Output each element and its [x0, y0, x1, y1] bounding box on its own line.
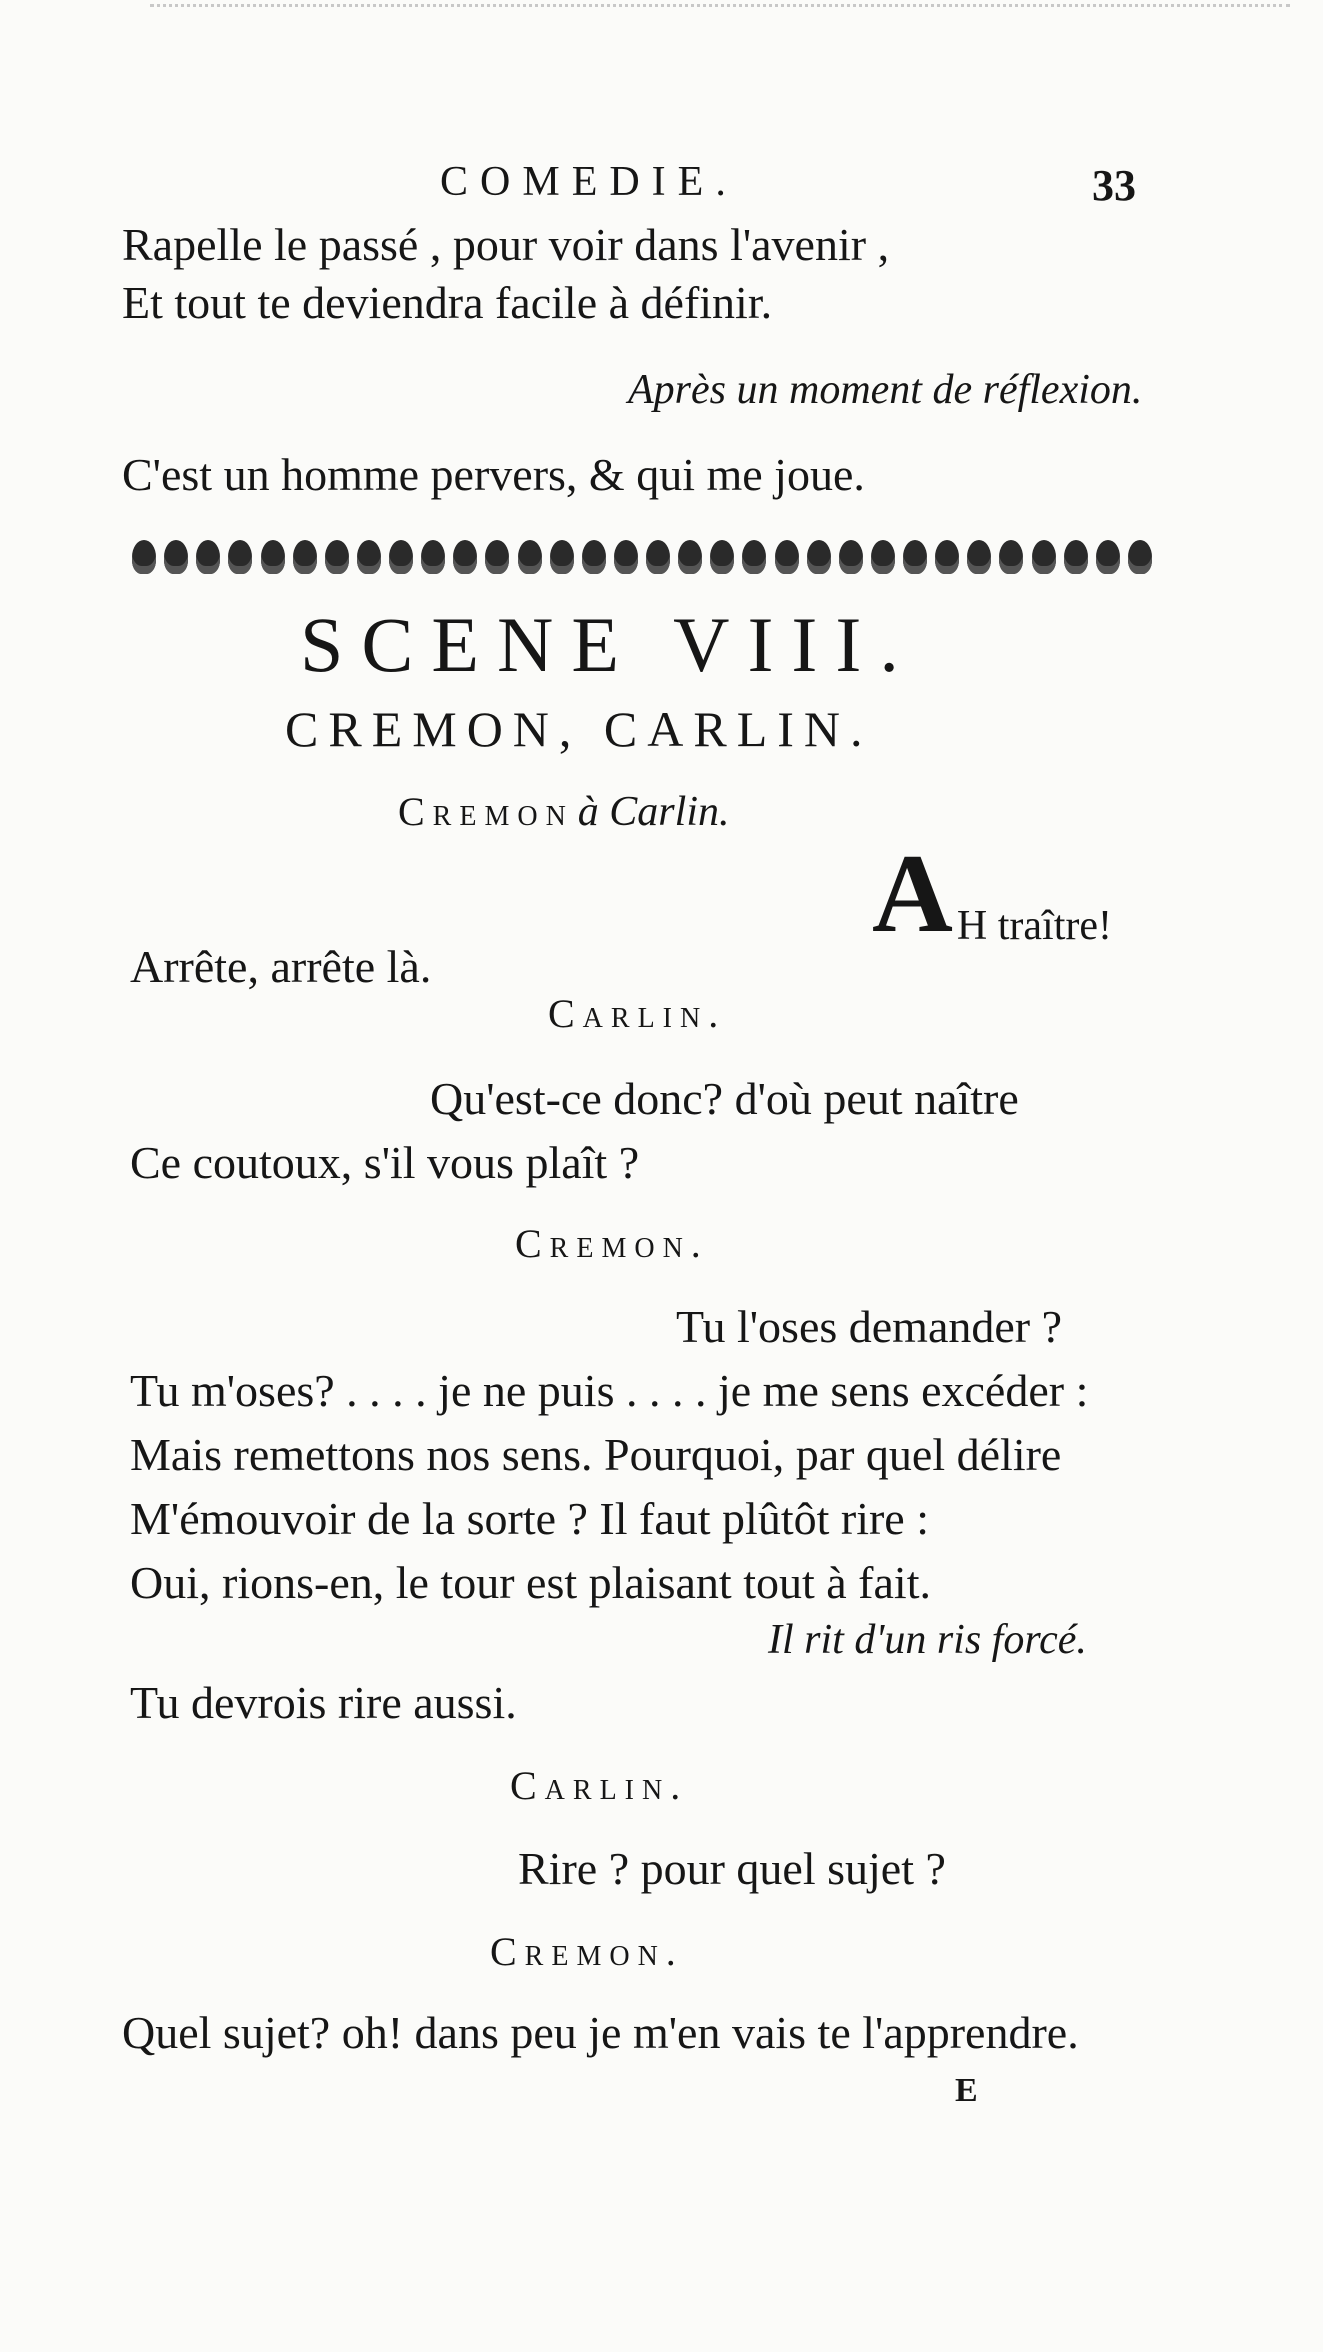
verse-line: Rire ? pour quel sujet ? — [518, 1843, 946, 1894]
dropcap-line — [872, 832, 1112, 956]
verse-line: Tu m'oses? . . . . je ne puis . . . . je me sens excéder : — [130, 1365, 1089, 1416]
verse-line: Tu l'oses demander ? — [676, 1301, 1063, 1352]
drop-cap: A — [872, 832, 953, 956]
running-head: COMEDIE. — [440, 159, 738, 205]
stage-direction: Il rit d'un ris forcé. — [768, 1617, 1087, 1663]
verse-line: Et tout te deviendra facile à définir. — [122, 277, 773, 328]
verse-line: H traître! — [956, 903, 1112, 949]
verse-line: Oui, rions-en, le tour est plaisant tout à fait. — [130, 1557, 931, 1608]
speaker-heading: Carlin. — [510, 1763, 689, 1808]
stage-direction: Après un moment de réflexion. — [628, 367, 1143, 413]
verse-line: Quel sujet? oh! dans peu je m'en vais te l'apprendre. — [122, 2007, 1079, 2058]
verse-line: M'émouvoir de la sorte ? Il faut plûtôt rire : — [130, 1493, 930, 1544]
speaker-heading: Cremon. — [490, 1929, 684, 1974]
ornament-divider — [132, 528, 1152, 586]
verse-line: Rapelle le passé , pour voir dans l'avenir , — [122, 219, 890, 270]
speaker-heading: Cremon. — [515, 1221, 709, 1266]
scene-title: SCENE VIII. — [300, 601, 917, 688]
verse-line: Tu devrois rire aussi. — [130, 1677, 517, 1728]
top-edge-dots — [150, 4, 1290, 13]
speaker-name: Cremon — [398, 789, 574, 834]
verse-line: Ce coutoux, s'il vous plaît ? — [130, 1137, 640, 1188]
speaker-direction: à Carlin. — [577, 789, 730, 835]
verse-line: C'est un homme pervers, & qui me joue. — [122, 449, 865, 500]
page-number: 33 — [1092, 161, 1136, 210]
scene-characters: CREMON, CARLIN. — [285, 701, 873, 757]
speaker-heading: Carlin. — [548, 991, 727, 1036]
verse-line: Qu'est-ce donc? d'où peut naître — [430, 1073, 1019, 1124]
catchword: E — [955, 2072, 978, 2109]
verse-line: Arrête, arrête là. — [130, 941, 432, 992]
verse-line: Mais remettons nos sens. Pourquoi, par quel délire — [130, 1429, 1062, 1480]
speaker-heading — [398, 788, 730, 836]
